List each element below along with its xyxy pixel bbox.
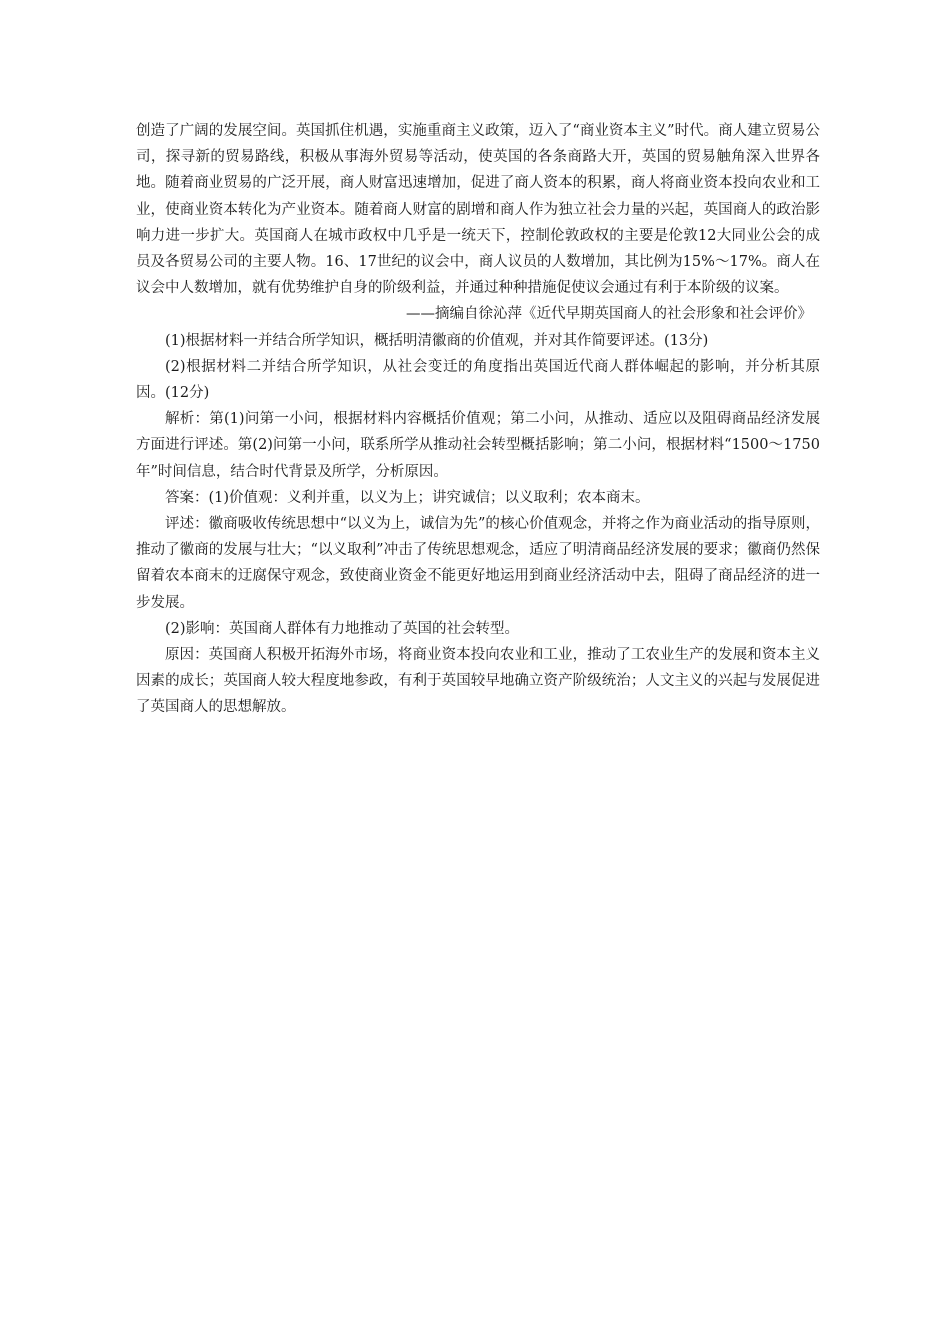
material-two-paragraph: 创造了广阔的发展空间。英国抓住机遇，实施重商主义政策，迈入了“商业资本主义”时代。商人建立贸易公司，探寻新的贸易路线，积极从事海外贸易等活动，使英国的各条商路大开，英国的贸易触角深入世界各地。随着商业贸易的广泛开展，商人财富迅速增加，促进了商人资本的积累，商人将商业资本投向农业和工业，使商业资本转化为产业资本。随着商人财富的剧增和商人作为独立社会力量的兴起，英国商人的政治影响力进一步扩大。英国商人在城市政权中几乎是一统天下，控制伦敦政权的主要是伦敦12大同业公会的成员及各贸易公司的主要人物。16、17世纪的议会中，商人议员的人数增加，其比例为15%～17%。商人在议会中人数增加，就有优势维护自身的阶级利益，并通过种种措施促使议会通过有利于本阶级的议案。 [136, 123, 820, 297]
answer-one-comment: 评述：徽商吸收传统思想中“以义为上，诚信为先”的核心价值观念，并将之作为商业活动的指导原则，推动了徽商的发展与壮大；“以义取利”冲击了传统思想观念，适应了明清商品经济发展的要求；徽商仍然保留着农本商末的迂腐保守观念，致使商业资金不能更好地运用到商业经济活动中去，阻碍了商品经济的进一步发展。 [136, 516, 820, 611]
analysis-paragraph: 解析：第(1)问第一小问，根据材料内容概括价值观；第二小问，从推动、适应以及阻碍商品经济发展方面进行评述。第(2)问第一小问，联系所学从推动社会转型概括影响；第二小问，根据材料“1500～1750年”时间信息，结合时代背景及所学，分析原因。 [136, 411, 820, 480]
answer-one-values: 答案：(1)价值观：义利并重，以义为上；讲究诚信；以义取利；农本商末。 [165, 489, 650, 506]
question-one: (1)根据材料一并结合所学知识，概括明清徽商的价值观，并对其作简要评述。(13分) [165, 332, 709, 349]
document-content [136, 118, 820, 721]
answer-two-impact: (2)影响：英国商人群体有力地推动了英国的社会转型。 [165, 620, 520, 637]
answer-two-reason: 原因：英国商人积极开拓海外市场，将商业资本投向农业和工业，推动了工农业生产的发展和资本主义因素的成长；英国商人较大程度地参政，有利于英国较早地确立资产阶级统治；人文主义的兴起与发展促进了英国商人的思想解放。 [136, 647, 820, 716]
material-source-citation: ——摘编自徐沁萍《近代早期英国商人的社会形象和社会评价》 [406, 306, 812, 323]
question-two: (2)根据材料二并结合所学知识，从社会变迁的角度指出英国近代商人群体崛起的影响，并分析其原因。(12分) [136, 358, 820, 402]
